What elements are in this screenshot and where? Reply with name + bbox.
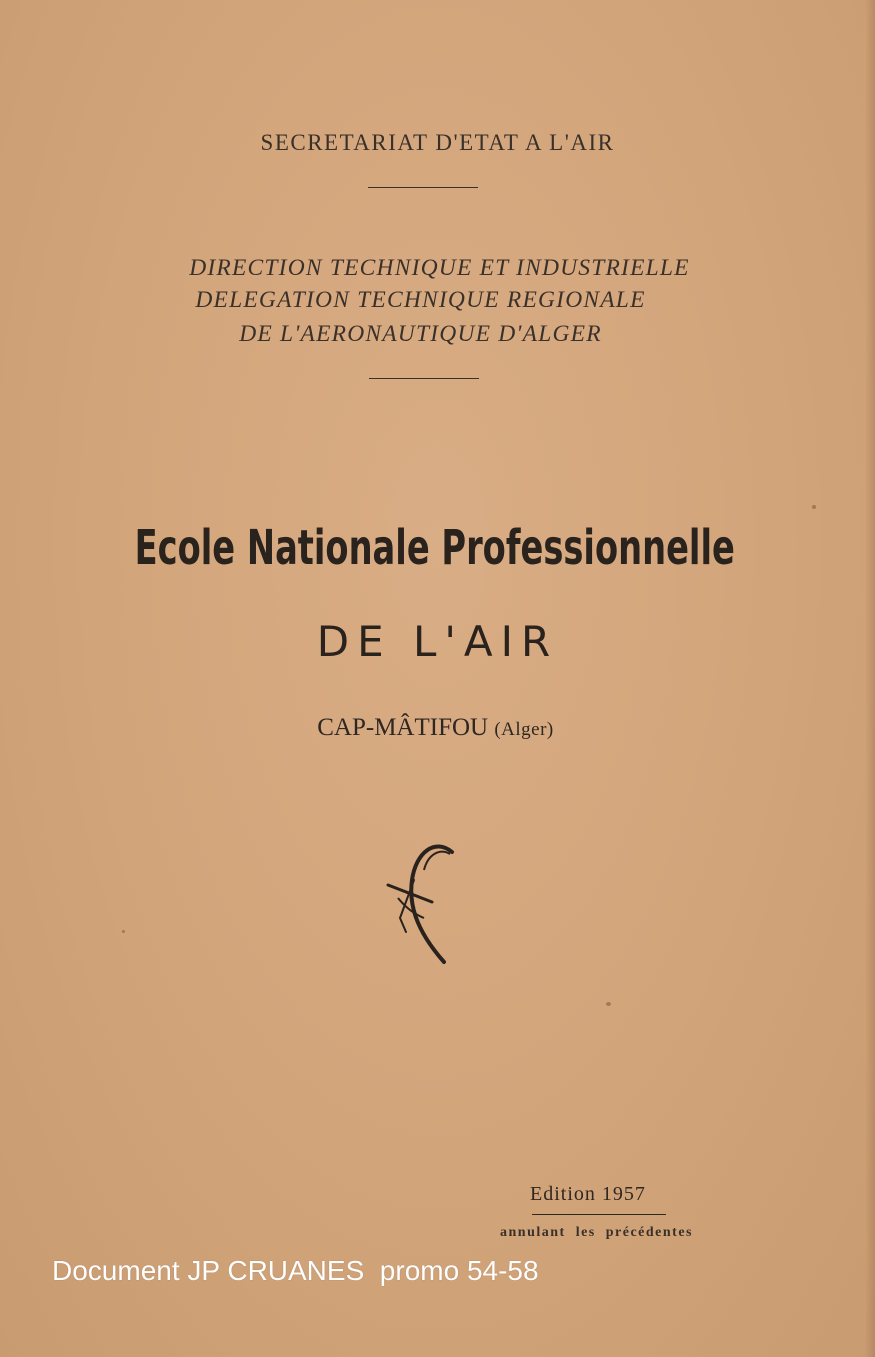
paper-speck [606, 1002, 611, 1006]
location-line [0, 714, 873, 742]
edition-note: annulant les précédentes [500, 1225, 693, 1240]
edition-word: Edition [530, 1183, 596, 1205]
ministry-heading: SECRETARIAT D'ETAT A L'AIR [260, 130, 615, 155]
direction-line-2: DELEGATION TECHNIQUE REGIONALE [195, 287, 646, 313]
paper-speck [122, 930, 125, 933]
divider-rule [368, 187, 478, 188]
paper-speck [812, 505, 816, 509]
school-subtitle: DE L'AIR [316, 617, 559, 666]
location-region: (Alger) [494, 719, 554, 740]
direction-line-3: DE L'AERONAUTIQUE D'ALGER [239, 321, 602, 347]
edition-underline [532, 1214, 666, 1215]
edition-label [530, 1183, 646, 1206]
monogram-emblem-icon [380, 840, 460, 970]
edition-year: 1957 [601, 1183, 646, 1205]
location-name: CAP-MÂTIFOU [317, 714, 489, 741]
paper-edge-shadow [865, 0, 875, 1357]
divider-rule [369, 378, 479, 379]
direction-line-1: DIRECTION TECHNIQUE ET INDUSTRIELLE [189, 255, 690, 281]
credit-overlay: Document JP CRUANES promo 54-58 [52, 1255, 539, 1286]
school-title: Ecole Nationale Professionnelle [134, 520, 735, 576]
